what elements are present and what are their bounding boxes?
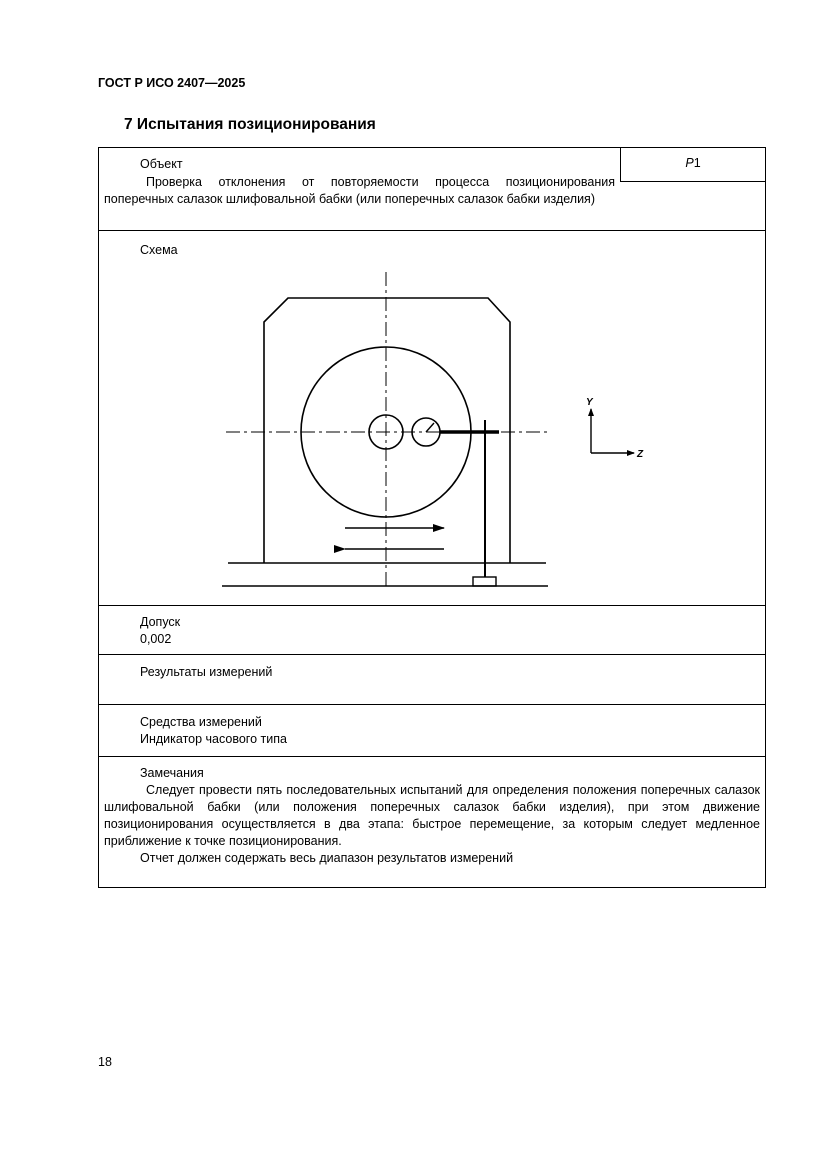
object-label: Объект [140,157,183,171]
scheme-label: Схема [140,243,178,257]
tolerance-label: Допуск [140,615,181,629]
z-axis-label: Z [637,449,644,460]
page-number: 18 [98,1055,112,1069]
section-title: 7 Испытания позиционирования [124,116,376,133]
indicator-base [473,577,496,586]
dial-indicator-needle [426,423,434,432]
test-code-letter: P [685,156,694,170]
results-label: Результаты измерений [140,665,273,679]
notes-text: Следует провести пять последовательных испытаний для определения положения поперечных салазок шлифовальной бабки (или положения поперечных салазок бабки изделия), при этом движение позиционирования осуществляется в два этапа: быстрое перемещение, за которым следует медленное приближение к точке позиционирования. [104,783,760,848]
tools-label: Средства измерений [140,715,262,729]
notes-label: Замечания [140,766,204,780]
test-code-number: 1 [693,156,701,170]
y-axis-label: Y [586,397,593,408]
document-header: ГОСТ Р ИСО 2407—2025 [98,76,246,90]
tolerance-value: 0,002 [140,632,172,646]
tools-value: Индикатор часового типа [140,732,287,746]
object-text: Проверка отклонения от повторяемости процесса позиционирования поперечных салазок шлифовальной бабки (или поперечных салазок бабки изделия) [104,175,615,206]
notes-text-final: Отчет должен содержать весь диапазон результатов измерений [140,851,514,865]
